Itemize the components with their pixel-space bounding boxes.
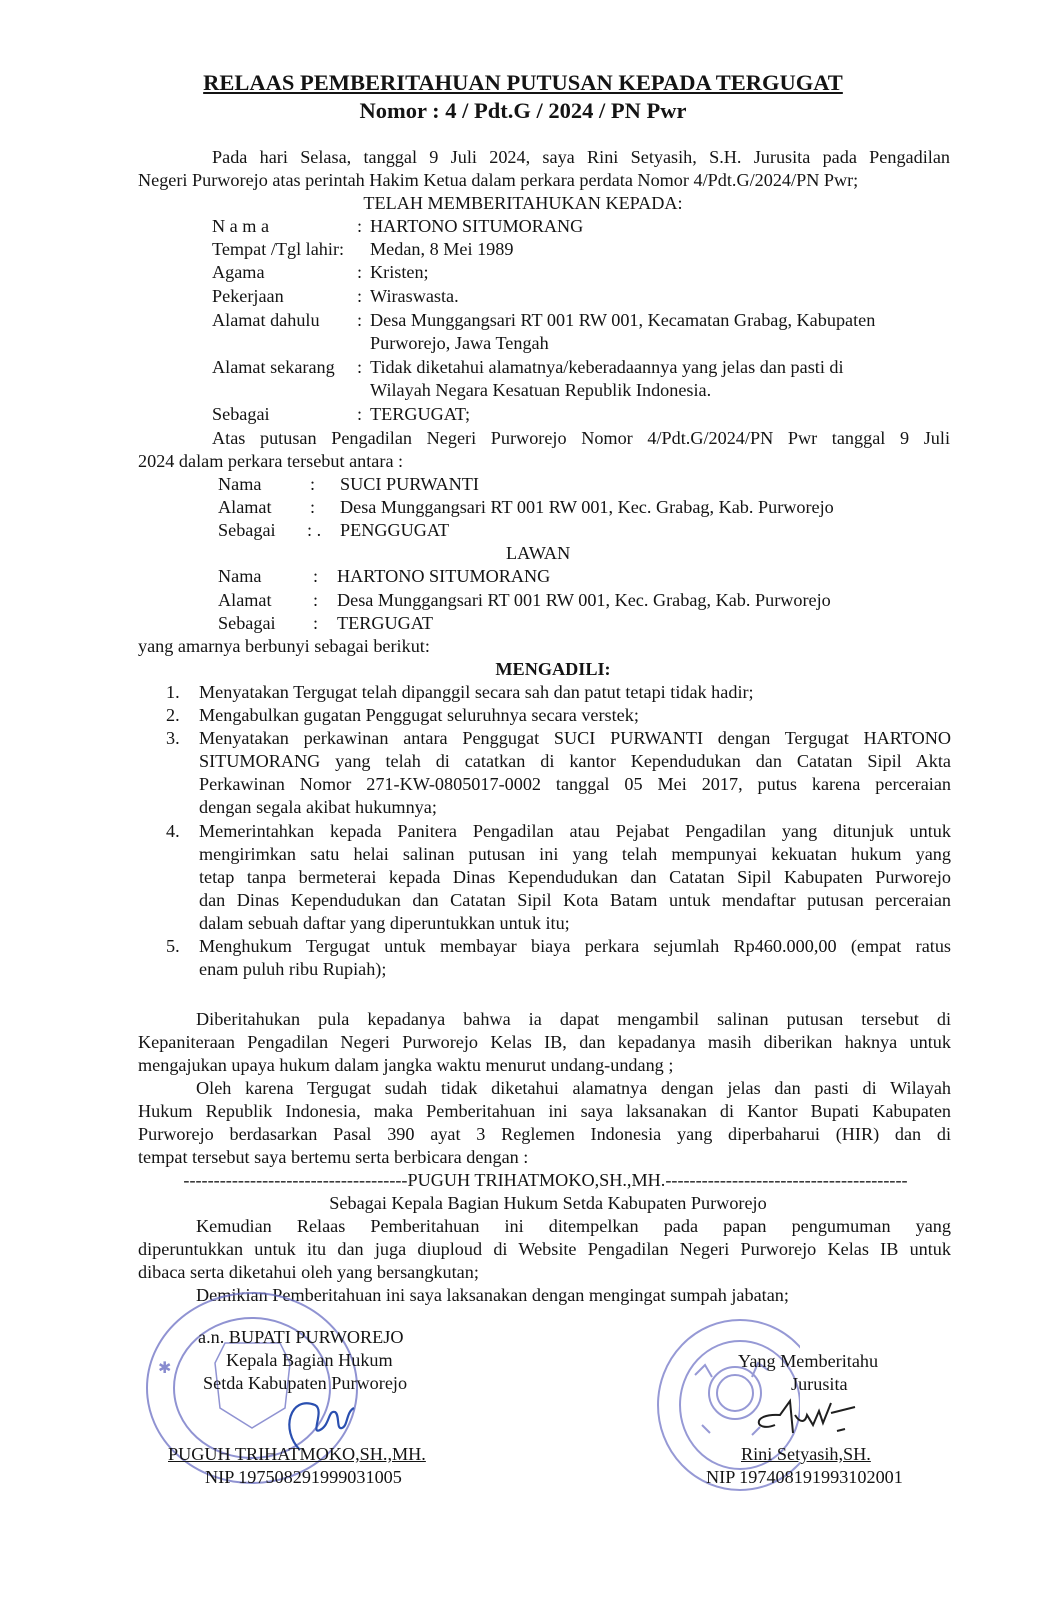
verdict-item-4-line: dalam sebuah daftar yang diperuntukkan untuk itu; [199,913,570,933]
verdict-item-5-line: Menghukum Tergugat untuk membayar biaya perkara sejumlah Rp460.000,00 (empat ratus [199,936,951,956]
left-sign-line-1: a.n. BUPATI PURWOREJO [198,1327,404,1347]
verdict-number: 5. [166,936,180,956]
verdict-number: 1. [166,682,180,702]
document-number: Nomor : 4 / Pdt.G / 2024 / PN Pwr [359,98,687,123]
verdict-item-3-line: Perkawinan Nomor 271-KW-0805017-0002 tanggal 05 Mei 2017, putus karena perceraian [199,774,951,794]
document-title: RELAAS PEMBERITAHUAN PUTUSAN KEPADA TERGUGAT [203,70,843,95]
right-signature-icon [745,1393,875,1443]
closing-p1-line: Diberitahukan pula kepadanya bahwa ia dapat mengambil salinan putusan tersebut di [196,1009,951,1029]
verdict-number: 4. [166,821,180,841]
plaintiff-role: PENGGUGAT [340,520,450,540]
verdict-item-4-line: Memerintahkan kepada Panitera Pengadilan atau Pejabat Pengadilan yang ditunjuk untuk [199,821,951,841]
closing-p2-line: Purworejo berdasarkan Pasal 390 ayat 3 Reglemen Indonesia yang diperbaharui (HIR) dan di [138,1124,951,1144]
party-sep: : [313,613,319,633]
party-sep: : [313,566,319,586]
field-label-alamat-dahulu: Alamat dahulu [212,310,320,330]
defendant-address: Desa Munggangsari RT 001 RW 001, Kec. Grabag, Kab. Purworejo [337,590,831,610]
closing-p3-line: Kemudian Relaas Pemberitahuan ini ditempelkan pada papan pengumuman yang [196,1216,951,1236]
field-sep: : [357,262,363,282]
field-sep: : [357,216,363,236]
right-signatory-name: Rini Setyasih,SH. [741,1444,871,1464]
closing-p2-line: Hukum Republik Indonesia, maka Pemberitahuan ini saya laksanakan di Kantor Bupati Kabupaten [138,1101,951,1121]
verdict-item-3-line: SITUMORANG yang telah di catatkan di kantor Kependudukan dan Catatan Sipil Akta [199,751,951,771]
verdict-item-4-line: tetap tanpa bermeterai kepada Dinas Kependudukan dan Catatan Sipil Kabupaten Purworejo [199,867,951,887]
party-sep: : [310,497,316,517]
left-sign-line-3: Setda Kabupaten Purworejo [203,1373,408,1393]
field-value-birth: Medan, 8 Mei 1989 [370,239,514,259]
intro-line-2: Negeri Purworejo atas perintah Hakim Ketua dalam perkara perdata Nomor 4/Pdt.G/2024/PN Pwr; [138,170,859,190]
closing-p1-line: Kepaniteraan Pengadilan Negeri Purworejo Kelas IB, dan kepadanya masih diberikan haknya untuk [138,1032,951,1052]
mengadili-heading: MENGADILI: [495,659,611,679]
verdict-item-3-line: dengan segala akibat hukumnya; [199,797,437,817]
verdict-item-1: Menyatakan Tergugat telah dipanggil secara sah dan patut tetapi tidak hadir; [199,682,754,702]
closing-p3-line: dibaca serta diketahui oleh yang bersangkutan; [138,1262,479,1282]
party-label: Sebagai [218,520,276,540]
verdict-item-3-line: Menyatakan perkawinan antara Penggugat SUCI PURWANTI dengan Tergugat HARTONO [199,728,951,748]
left-sign-line-2: Kepala Bagian Hukum [226,1350,393,1370]
field-label-alamat-sekarang: Alamat sekarang [212,357,335,377]
verdict-item-5-line: enam puluh ribu Rupiah); [199,959,387,979]
left-signatory-nip: NIP 197508291999031005 [205,1467,402,1487]
right-signatory-nip: NIP 197408191993102001 [706,1467,903,1487]
party-sep: : [310,474,316,494]
svg-text:✱: ✱ [158,1360,172,1377]
putusan-intro-line-2: 2024 dalam perkara tersebut antara : [138,451,404,471]
field-value-alamat-dahulu-2: Purworejo, Jawa Tengah [370,333,549,353]
field-label-birth: Tempat /Tgl lahir: [212,239,345,259]
versus-label: LAWAN [506,543,571,563]
intro-line-1: Pada hari Selasa, tanggal 9 Juli 2024, saya Rini Setyasih, S.H. Jurusita pada Pengadilan [212,147,950,167]
field-value-alamat-sekarang: Tidak diketahui alamatnya/keberadaannya yang jelas dan pasti di [370,357,844,377]
field-label-pekerjaan: Pekerjaan [212,286,284,306]
right-sign-line-1: Yang Memberitahu [738,1351,879,1371]
closing-p4: Demikian Pemberitahuan ini saya laksanakan dengan mengingat sumpah jabatan; [196,1285,789,1305]
party-label: Nama [218,566,262,586]
amar-intro: yang amarnya berbunyi sebagai berikut: [138,636,430,656]
field-sep: : [357,404,363,424]
field-value-agama: Kristen; [370,262,429,282]
right-sign-line-2: Jurusita [791,1374,848,1394]
left-signatory-name: PUGUH TRIHATMOKO,SH.,MH. [168,1444,426,1464]
met-person-role: Sebagai Kepala Bagian Hukum Setda Kabupaten Purworejo [329,1193,767,1213]
party-sep: : . [307,520,322,540]
closing-p1-line: mengajukan upaya hukum dalam jangka waktu menurut undang-undang ; [138,1055,674,1075]
closing-p3-line: diperuntukkan untuk itu dan juga diuploud di Website Pengadilan Negeri Purworejo Kelas IB untuk [138,1239,951,1259]
field-label-nama: N a m a [212,216,270,236]
field-sep: : [357,357,363,377]
putusan-intro-line-1: Atas putusan Pengadilan Negeri Purworejo Nomor 4/Pdt.G/2024/PN Pwr tanggal 9 Juli [212,428,950,448]
verdict-item-4-line: mengirimkan satu helai salinan putusan ini yang telah mempunyai kekuatan hukum yang [199,844,951,864]
verdict-number: 2. [166,705,180,725]
party-label: Alamat [218,590,272,610]
plaintiff-name: SUCI PURWANTI [340,474,479,494]
closing-p2-line: Oleh karena Tergugat sudah tidak diketahui alamatnya dengan jelas dan pasti di Wilayah [196,1078,951,1098]
party-label: Nama [218,474,262,494]
party-label: Sebagai [218,613,276,633]
verdict-item-4-line: dan Dinas Kependudukan dan Catatan Sipil Kota Batam untuk mendaftar putusan perceraian [199,890,951,910]
field-value-alamat-sekarang-2: Wilayah Negara Kesatuan Republik Indonesia. [370,380,712,400]
notified-heading: TELAH MEMBERITAHUKAN KEPADA: [363,193,683,213]
field-value-nama: HARTONO SITUMORANG [370,216,584,236]
met-person: -------------------------------------PUGUH TRIHATMOKO,SH.,MH.---------------------------------------- [183,1170,908,1190]
verdict-number: 3. [166,728,180,748]
defendant-role: TERGUGAT [337,613,433,633]
defendant-name: HARTONO SITUMORANG [337,566,551,586]
party-label: Alamat [218,497,272,517]
field-label-sebagai: Sebagai [212,404,270,424]
field-sep: : [357,286,363,306]
plaintiff-address: Desa Munggangsari RT 001 RW 001, Kec. Grabag, Kab. Purworejo [340,497,834,517]
field-sep: : [357,310,363,330]
field-label-agama: Agama [212,262,265,282]
field-value-alamat-dahulu: Desa Munggangsari RT 001 RW 001, Kecamatan Grabag, Kabupaten [370,310,876,330]
verdict-item-2: Mengabulkan gugatan Penggugat seluruhnya secara verstek; [199,705,639,725]
field-value-pekerjaan: Wiraswasta. [370,286,459,306]
closing-p2-line: tempat tersebut saya bertemu serta berbicara dengan : [138,1147,529,1167]
party-sep: : [313,590,319,610]
field-value-sebagai: TERGUGAT; [370,404,471,424]
